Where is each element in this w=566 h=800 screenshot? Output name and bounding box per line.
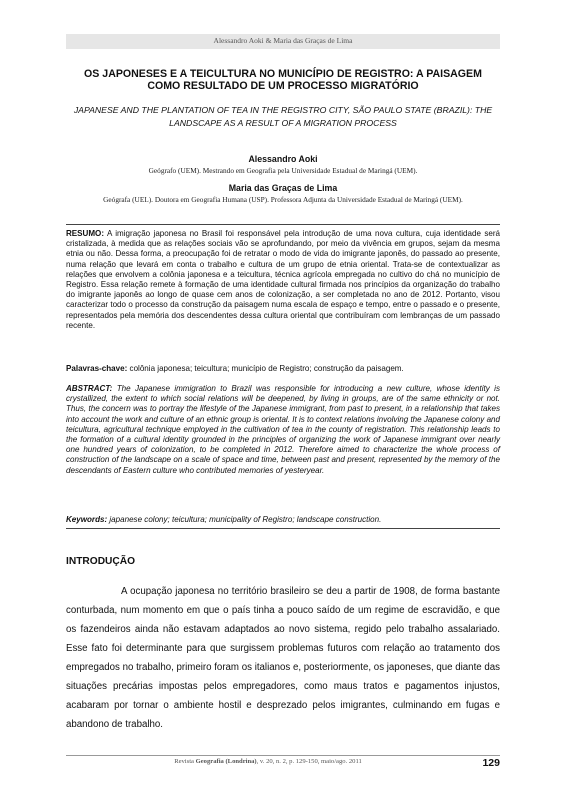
resumo-paragraph [66, 229, 500, 331]
resumo-label: RESUMO: [66, 229, 104, 238]
subtitle-line: JAPANESE AND THE PLANTATION OF TEA IN THE REGISTRO CITY, SÃO PAULO STATE (BRAZIL): THE [73, 105, 493, 115]
keywords-paragraph [66, 515, 500, 525]
palavras-chave-text: colônia japonesa; teicultura; município de Registro; construção da paisagem. [129, 364, 404, 373]
author-name: Alessandro Aoki [248, 154, 318, 164]
palavras-chave-label: Palavras-chave: [66, 364, 128, 373]
abstract-text: The Japanese immigration to Brazil was responsible for introducing a new culture, whose identity is crystallized, the extent to which social relations will be deepened, by living in groups, are of the same ethnicity or not. Thus, the concern was to portray the lifestyle of the Japanese immigrant, from past to present, in a relationship that takes into account the work and culture of an ethnic group is oriental. It is to context relations involving the Japanese colony and teicultura, agricultural technique employed in the cultivation of tea in the county of registration. This relationship leads to the formation of a cultural identity grounded in the principles of organizing the work of Japanese immigrant over nearly one hundred years of colonization, to be completed in 2012. Therefore aimed to characterize the whole process of construction of the landscape on a scale of space and time, between past and present, represented by the memory of the descendants of Eastern culture who contributed memories of yesteryear. [66, 384, 500, 475]
page-number: 129 [482, 757, 500, 769]
author-affiliation: Geógrafa (UEL). Doutora em Geografia Humana (USP). Professora Adjunta da Universidade Estadual de Maringá (UEM). [103, 195, 463, 204]
abstract-section [66, 224, 500, 529]
abstract-label: ABSTRACT: [66, 384, 113, 393]
keywords-label: Keywords: [66, 515, 108, 524]
citation-prefix: Revista [174, 758, 194, 765]
title-line: OS JAPONESES E A TEICULTURA NO MUNICÍPIO DE REGISTRO: A PAISAGEM [84, 68, 482, 80]
author-affiliation: Geógrafo (UEM). Mestrando em Geografia pela Universidade Estadual de Maringá (UEM). [148, 166, 418, 175]
subtitle-line: LANDSCAPE AS A RESULT OF A MIGRATION PROCESS [169, 117, 397, 128]
journal-name: Geografia (Londrina) [195, 758, 257, 765]
running-header [66, 34, 500, 49]
citation-details: , v. 20, n. 2, p. 129-150, maio/ago. 2011 [256, 758, 362, 765]
palavras-chave-paragraph [66, 364, 500, 374]
author-name: Maria das Graças de Lima [228, 183, 338, 193]
journal-citation [66, 758, 470, 765]
running-title: Alessandro Aoki & Maria das Graças de Lima [213, 36, 353, 45]
resumo-text: A imigração japonesa no Brasil foi responsável pela introdução de uma nova cultura, cuja identidade será cristalizada, à medida que as relações sociais vão se aprofundando, por meio da vivência em grupos, sejam da mesma etnia ou não. Dessa forma, a preocupação foi de retratar o modo de vida do imigrante japonês, do passado ao presente, numa relação que levará em conta o trabalho e cultura de um grupo de etnia oriental. Trata-se de contextualizar as relações que envolvem a colônia japonesa e a teicultura, técnica agrícola empregada no cultivo do chá no município de Registro. Essa relação remete à formação de uma identidade cultural firmada nos princípios da organização do trabalho do imigrante japonês ao longo de quase cem anos de colonização, a ser completada no ano de 2012. Portanto, visou caracterizar todo o processo da construção da paisagem numa escala de espaço e tempo, entre o passado e o presente, representados pela memória dos descendentes dessa cultura oriental que contribuíram com lembranças de um passado recente. [66, 229, 500, 330]
article-subtitle-english [66, 104, 500, 129]
title-line: COMO RESULTADO DE UM PROCESSO MIGRATÓRIO [147, 80, 419, 92]
section-heading-introducao: INTRODUÇÃO [66, 556, 136, 567]
keywords-text: japanese colony; teicultura; municipality of Registro; landscape construction. [109, 515, 382, 524]
article-title [66, 68, 500, 92]
page-footer [66, 755, 500, 771]
introducao-paragraph: A ocupação japonesa no território brasileiro se deu a partir de 1908, de forma bastante conturbada, num momento em que o país tinha a pouco saído de um regime de escravidão, e que os fazendeiros ainda não estavam adaptados ao novo sistema, regido pelo trabalho assalariado. Esse fato foi determinante para que surgissem problemas futuros com relação ao tratamento dos empregados no trabalho, primeiro foram os italianos e, posteriormente, os japoneses, que diante das situações precárias impostas pelos empregadores, como maus tratos e pagamentos injustos, acabaram por tornar o ambiente hostil e desprezado pelos imigrantes, culminando em fugas e abandono de trabalho. [66, 586, 500, 730]
abstract-paragraph [66, 384, 500, 476]
